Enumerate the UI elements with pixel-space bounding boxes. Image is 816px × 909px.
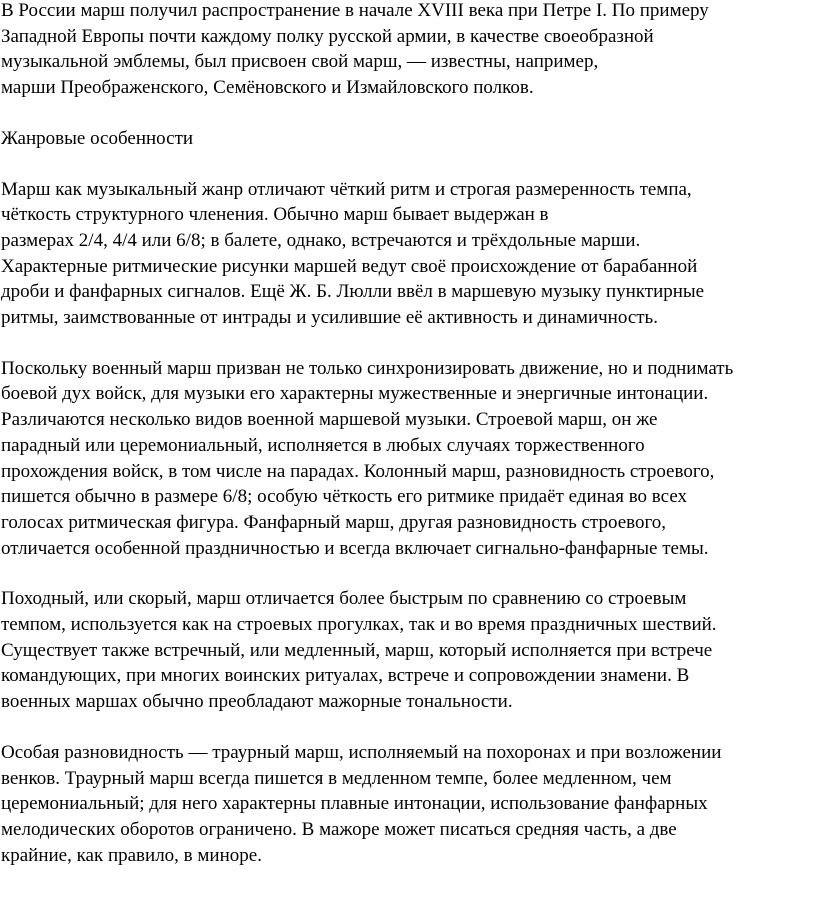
text-line: чёткость структурного членения. Обычно марш бывает выдержан в [1, 204, 549, 226]
text-line: церемониальный; для него характерны плавные интонации, использование фанфарных [1, 793, 708, 815]
text-line: Существует также встречный, или медленный, марш, который исполняется при встрече [1, 639, 713, 661]
text-line: крайние, как правило, в миноре. [1, 844, 262, 866]
text-line: парадный или церемониальный, исполняется в любых случаях торжественного [1, 434, 645, 456]
text-line: боевой дух войск, для музыки его характерны мужественные и энергичные интонации. [1, 383, 709, 405]
text-line: пишется обычно в размере 6/8; особую чёткость его ритмике придаёт единая во всех [1, 486, 688, 508]
text-line: В России марш получил распространение в начале XVIII века при Петре I. По примеру [1, 0, 709, 21]
text-line: Характерные ритмические рисунки маршей ведут своё происхождение от барабанной [1, 255, 698, 277]
text-line: Различаются несколько видов военной маршевой музыки. Строевой марш, он же [1, 409, 658, 431]
text-line: размерах 2/4, 4/4 или 6/8; в балете, однако, встречаются и трёхдольные марши. [1, 229, 641, 251]
text-line: командующих, при многих воинских ритуалах, встрече и сопровождении знамени. В [1, 665, 690, 687]
paragraph-marching-types [1, 586, 816, 715]
text-line: военных маршах обычно преобладают мажорные тональности. [1, 691, 513, 713]
text-line: прохождения войск, в том числе на парадах. Колонный марш, разновидность строевого, [1, 460, 715, 482]
text-line: Особая разновидность — траурный марш, исполняемый на похоронах и при возложении [1, 741, 722, 763]
text-line: марши Преображенского, Семёновского и Измайловского полков. [1, 77, 534, 99]
text-line: голосах ритмическая фигура. Фанфарный марш, другая разновидность строевого, [1, 511, 667, 533]
text-line: Марш как музыкальный жанр отличают чёткий ритм и строгая размеренность темпа, [1, 178, 692, 200]
paragraph-funeral-march [1, 740, 816, 869]
text-line: темпом, используется как на строевых прогулках, так и во время праздничных шествий. [1, 614, 717, 636]
text-line: дроби и фанфарных сигналов. Ещё Ж. Б. Люлли ввёл в маршевую музыку пунктирные [1, 281, 705, 303]
paragraph-military-march [1, 356, 816, 562]
text-line: венков. Траурный марш всегда пишется в медленном темпе, более медленном, чем [1, 767, 672, 789]
text-line: Поскольку военный марш призван не только синхронизировать движение, но и поднимать [1, 357, 734, 379]
text-line: ритмы, заимствованные от интрады и усилившие её активность и динамичность. [1, 307, 658, 329]
text-line: музыкальной эмблемы, был присвоен свой марш, — известны, например, [1, 51, 599, 73]
text-line: Западной Европы почти каждому полку русской армии, в качестве своеобразной [1, 25, 654, 47]
paragraph-genre-features [1, 177, 816, 331]
text-line: Походный, или скорый, марш отличается более быстрым по сравнению со строевым [1, 588, 687, 610]
text-line: отличается особенной праздничностью и всегда включает сигнально-фанфарные темы. [1, 537, 709, 559]
text-line: мелодических оборотов ограничено. В мажоре может писаться средняя часть, а две [1, 818, 677, 840]
heading-text: Жанровые особенности [1, 127, 194, 149]
paragraph-history [1, 0, 816, 101]
section-heading [1, 126, 816, 152]
